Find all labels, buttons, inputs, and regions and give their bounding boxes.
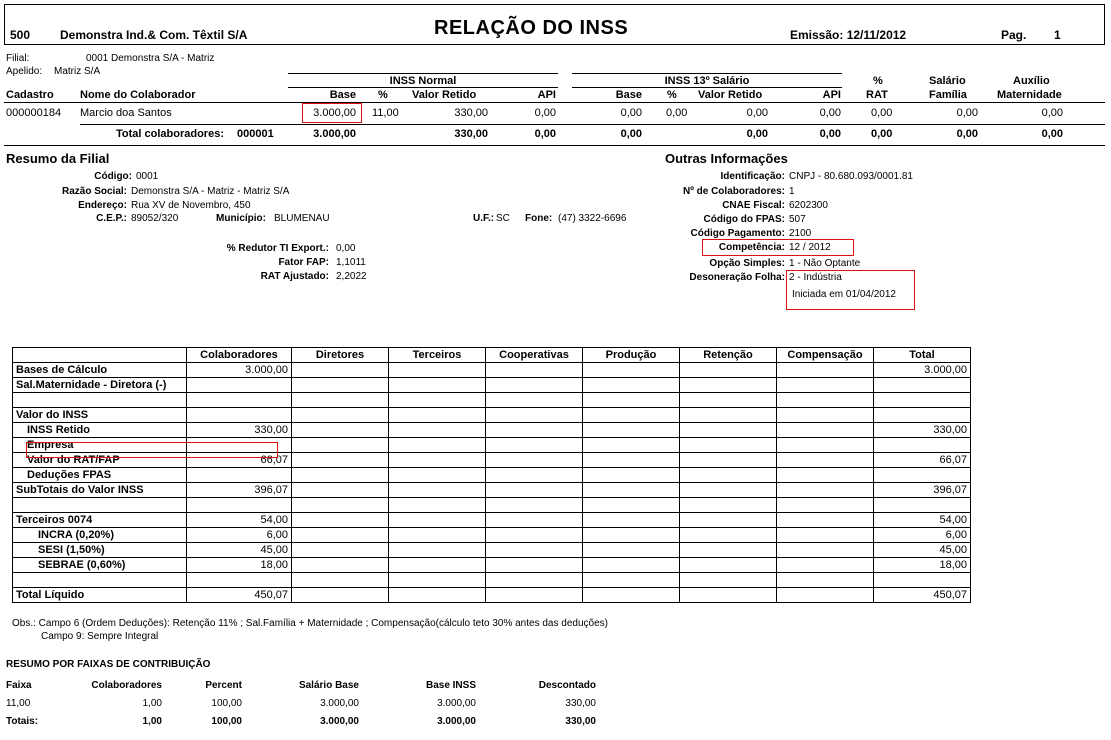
summary-row-label: Deduções FPAS	[13, 468, 187, 483]
summary-cell-total: 3.000,00	[874, 363, 971, 378]
apelido-label: Apelido:	[6, 66, 43, 77]
summary-row-label: Terceiros 0074	[13, 513, 187, 528]
summary-cell	[583, 498, 680, 513]
cnae-value: 6202300	[789, 200, 828, 211]
faixas-header: Salário Base	[298, 680, 359, 691]
uf-value: SC	[496, 213, 510, 224]
fpas-label: Código do FPAS:	[703, 214, 785, 225]
summary-row	[13, 363, 971, 378]
colab-label: Nº de Colaboradores:	[682, 186, 785, 197]
highlight-empresa	[26, 442, 278, 458]
totals-label: Total colaboradores:	[116, 128, 224, 140]
faixas-cell: 100,00	[211, 698, 242, 709]
summary-cell	[680, 423, 777, 438]
summary-cell	[583, 453, 680, 468]
emp-api: 0,00	[534, 107, 556, 119]
col-base-13: Base	[615, 89, 642, 101]
summary-cell	[389, 378, 486, 393]
col-maternidade: Maternidade	[997, 89, 1062, 101]
summary-cell	[680, 588, 777, 603]
faixas-total: 3.000,00	[320, 716, 359, 727]
summary-cell-colaboradores: 54,00	[187, 513, 292, 528]
company-code: 500	[10, 28, 31, 42]
faixas-header: Base INSS	[425, 680, 476, 691]
summary-cell	[292, 423, 389, 438]
summary-cell-total: 330,00	[874, 423, 971, 438]
summary-row	[13, 378, 971, 393]
summary-cell-total: 450,07	[874, 588, 971, 603]
rat-value: 2,2022	[336, 271, 367, 282]
summary-cell-total	[874, 393, 971, 408]
summary-col-header: Compensação	[777, 348, 874, 363]
colab-value: 1	[789, 186, 795, 197]
summary-cell	[486, 438, 583, 453]
fpas-value: 507	[789, 214, 806, 225]
summary-cell	[389, 393, 486, 408]
summary-cell	[389, 453, 486, 468]
summary-cell	[777, 483, 874, 498]
totals-familia: 0,00	[956, 128, 978, 140]
summary-col-header: Terceiros	[389, 348, 486, 363]
emp-api-13: 0,00	[819, 107, 841, 119]
summary-cell	[583, 438, 680, 453]
summary-cell-total	[874, 573, 971, 588]
col-auxilio-top: Auxílio	[1013, 75, 1050, 87]
faixas-cell: 11,00	[6, 698, 31, 709]
summary-cell	[680, 483, 777, 498]
summary-cell	[486, 393, 583, 408]
summary-row	[13, 423, 971, 438]
summary-cell	[777, 573, 874, 588]
highlight-desoneracao	[786, 270, 915, 310]
summary-cell	[777, 513, 874, 528]
summary-row-label	[13, 573, 187, 588]
col-pct-13: %	[667, 89, 677, 101]
page-label: Pag.	[1001, 28, 1027, 42]
redutor-label: % Redutor TI Export.:	[226, 243, 329, 254]
simples-label: Opção Simples:	[709, 258, 785, 269]
fone-label: Fone:	[525, 213, 553, 224]
summary-cell	[486, 513, 583, 528]
faixas-total: 330,00	[565, 716, 596, 727]
summary-cell-colaboradores	[187, 573, 292, 588]
totals-api-13: 0,00	[819, 128, 841, 140]
summary-cell	[389, 498, 486, 513]
totals-base: 3.000,00	[313, 128, 356, 140]
col-familia: Família	[929, 89, 967, 101]
totals-valor-retido-13: 0,00	[746, 128, 768, 140]
summary-cell-colaboradores	[187, 378, 292, 393]
summary-cell	[292, 453, 389, 468]
summary-cell	[486, 558, 583, 573]
summary-table	[12, 347, 971, 603]
summary-cell	[486, 423, 583, 438]
summary-col-header: Colaboradores	[187, 348, 292, 363]
summary-cell	[680, 528, 777, 543]
summary-cell	[583, 573, 680, 588]
summary-row	[13, 543, 971, 558]
summary-cell	[583, 513, 680, 528]
summary-cell	[292, 378, 389, 393]
summary-row-label: Valor do INSS	[13, 408, 187, 423]
col-valor-retido-13: Valor Retido	[698, 89, 763, 101]
summary-row	[13, 393, 971, 408]
summary-row	[13, 498, 971, 513]
summary-cell	[292, 363, 389, 378]
summary-cell	[777, 558, 874, 573]
summary-cell	[583, 528, 680, 543]
summary-cell-total	[874, 498, 971, 513]
summary-cell	[292, 438, 389, 453]
fone-value: (47) 3322-6696	[558, 213, 627, 224]
summary-body	[13, 363, 971, 603]
summary-cell-colaboradores: 396,07	[187, 483, 292, 498]
summary-cell	[486, 363, 583, 378]
summary-row	[13, 588, 971, 603]
summary-cell-colaboradores	[187, 393, 292, 408]
faixas-total: 1,00	[142, 716, 162, 727]
cep-value: 89052/320	[131, 213, 179, 224]
ident-label: Identificação:	[720, 171, 785, 182]
summary-cell	[389, 408, 486, 423]
header-underline	[4, 102, 1105, 103]
company-name: Demonstra Ind.& Com. Têxtil S/A	[60, 28, 248, 42]
resumo-title: Resumo da Filial	[6, 151, 110, 166]
faixas-cell: 1,00	[142, 698, 162, 709]
summary-cell	[777, 393, 874, 408]
summary-cell-total	[874, 408, 971, 423]
apelido-value: Matriz S/A	[54, 66, 101, 77]
municipio-value: BLUMENAU	[274, 213, 330, 224]
group-normal-title: INSS Normal	[389, 75, 457, 87]
summary-cell	[583, 558, 680, 573]
summary-cell	[583, 423, 680, 438]
obs-line-2: Campo 9: Sempre Integral	[41, 631, 159, 642]
summary-cell	[583, 483, 680, 498]
summary-cell	[583, 468, 680, 483]
summary-cell	[777, 588, 874, 603]
summary-cell	[486, 453, 583, 468]
summary-cell	[583, 363, 680, 378]
competencia-label: Competência:	[718, 242, 785, 253]
summary-col-header: Retenção	[680, 348, 777, 363]
totals-maternidade: 0,00	[1041, 128, 1063, 140]
faixas-header: Faixa	[6, 680, 32, 691]
summary-row-label: Empresa	[13, 438, 187, 453]
summary-cell	[292, 408, 389, 423]
summary-cell	[777, 453, 874, 468]
emp-base: 3.000,00	[313, 107, 356, 119]
summary-cell-colaboradores	[187, 408, 292, 423]
faixas-header: Colaboradores	[91, 680, 162, 691]
summary-cell-total: 45,00	[874, 543, 971, 558]
emp-valor-retido: 330,00	[454, 107, 488, 119]
summary-cell	[389, 573, 486, 588]
summary-cell	[680, 573, 777, 588]
totals-valor-retido: 330,00	[454, 128, 488, 140]
summary-cell	[486, 543, 583, 558]
summary-row-label: SEBRAE (0,60%)	[13, 558, 187, 573]
summary-cell	[486, 378, 583, 393]
summary-cell	[583, 393, 680, 408]
competencia-value: 12 / 2012	[789, 242, 831, 253]
razao-label: Razão Social:	[61, 186, 127, 197]
summary-row	[13, 558, 971, 573]
summary-cell	[292, 588, 389, 603]
summary-cell	[777, 378, 874, 393]
col-base: Base	[329, 89, 356, 101]
summary-cell-colaboradores	[187, 498, 292, 513]
group-normal-line	[288, 73, 558, 74]
summary-cell-total	[874, 438, 971, 453]
summary-cell	[680, 498, 777, 513]
summary-cell	[680, 378, 777, 393]
col-cadastro: Cadastro	[6, 89, 54, 101]
summary-cell	[389, 513, 486, 528]
emp-nome: Marcio doa Santos	[80, 107, 172, 119]
summary-cell	[777, 363, 874, 378]
outras-title: Outras Informações	[665, 151, 788, 166]
desoneracao-label: Desoneração Folha:	[689, 272, 785, 283]
group-13-title: INSS 13º Salário	[664, 75, 750, 87]
summary-cell	[292, 573, 389, 588]
summary-row-label: Valor do RAT/FAP	[13, 453, 187, 468]
summary-cell	[583, 378, 680, 393]
col-salario-top: Salário	[929, 75, 966, 87]
codigo-label: Código:	[94, 171, 132, 182]
simples-value: 1 - Não Optante	[789, 258, 861, 269]
summary-cell	[777, 498, 874, 513]
summary-cell-colaboradores: 450,07	[187, 588, 292, 603]
summary-cell	[777, 408, 874, 423]
summary-header-row	[13, 348, 971, 363]
summary-cell	[680, 468, 777, 483]
group-13-subline	[572, 87, 842, 88]
summary-cell	[680, 453, 777, 468]
summary-cell-total: 18,00	[874, 558, 971, 573]
summary-cell-colaboradores: 3.000,00	[187, 363, 292, 378]
summary-row	[13, 528, 971, 543]
summary-cell	[680, 393, 777, 408]
pagamento-label: Código Pagamento:	[690, 228, 785, 239]
emp-valor-retido-13: 0,00	[746, 107, 768, 119]
summary-cell-total	[874, 468, 971, 483]
group-normal-subline	[288, 87, 558, 88]
totals-count: 000001	[237, 128, 274, 140]
obs-line-1: Obs.: Campo 6 (Ordem Deduções): Retenção 11% ; Sal.Família + Maternidade ; Compensação(cálculo teto 30% antes das deduções)	[12, 618, 608, 629]
summary-cell	[292, 558, 389, 573]
summary-cell	[777, 543, 874, 558]
summary-cell	[389, 558, 486, 573]
cep-label: C.E.P.:	[96, 213, 127, 224]
summary-row-label: SESI (1,50%)	[13, 543, 187, 558]
summary-cell	[292, 498, 389, 513]
summary-row	[13, 468, 971, 483]
page-number: 1	[1054, 28, 1061, 42]
ident-value: CNPJ - 80.680.093/0001.81	[789, 171, 913, 182]
col-pct: %	[378, 89, 388, 101]
summary-cell	[486, 498, 583, 513]
faixas-header: Descontado	[538, 680, 596, 691]
col-api: API	[537, 89, 556, 101]
summary-cell	[680, 363, 777, 378]
summary-col-header: Total	[874, 348, 971, 363]
totals-api: 0,00	[534, 128, 556, 140]
summary-cell	[777, 528, 874, 543]
summary-cell	[389, 483, 486, 498]
summary-cell-total: 54,00	[874, 513, 971, 528]
emp-maternidade: 0,00	[1041, 107, 1063, 119]
summary-row	[13, 513, 971, 528]
summary-row-label: Sal.Maternidade - Diretora (-)	[13, 378, 187, 393]
emp-pct: 11,00	[372, 107, 399, 119]
summary-cell	[292, 468, 389, 483]
summary-row-label: INSS Retido	[13, 423, 187, 438]
summary-cell	[292, 483, 389, 498]
summary-cell-total: 6,00	[874, 528, 971, 543]
fap-value: 1,1011	[336, 257, 366, 268]
col-nome: Nome do Colaborador	[80, 89, 196, 101]
pagamento-value: 2100	[789, 228, 812, 239]
fap-label: Fator FAP:	[278, 257, 329, 268]
summary-cell	[486, 468, 583, 483]
filial-value: 0001 Demonstra S/A - Matriz	[86, 53, 215, 64]
summary-cell-colaboradores: 45,00	[187, 543, 292, 558]
summary-cell	[680, 408, 777, 423]
summary-cell	[486, 483, 583, 498]
summary-row-label	[13, 498, 187, 513]
emission-date: Emissão: 12/11/2012	[790, 28, 907, 42]
summary-cell	[486, 573, 583, 588]
summary-cell-total: 396,07	[874, 483, 971, 498]
summary-row-label: INCRA (0,20%)	[13, 528, 187, 543]
summary-cell	[292, 393, 389, 408]
uf-label: U.F.:	[473, 213, 495, 224]
faixas-total: 100,00	[211, 716, 242, 727]
summary-cell	[389, 438, 486, 453]
endereco-value: Rua XV de Novembro, 450	[131, 200, 251, 211]
summary-cell-colaboradores: 330,00	[187, 423, 292, 438]
report-title: RELAÇÃO DO INSS	[434, 17, 629, 39]
summary-cell	[680, 438, 777, 453]
summary-cell	[389, 363, 486, 378]
summary-cell	[680, 513, 777, 528]
summary-row-label	[13, 393, 187, 408]
faixas-title: RESUMO POR FAIXAS DE CONTRIBUIÇÃO	[6, 659, 211, 670]
col-rat: RAT	[866, 89, 888, 101]
faixas-cell: 330,00	[565, 698, 596, 709]
summary-row-label: Bases de Cálculo	[13, 363, 187, 378]
summary-row	[13, 483, 971, 498]
redutor-value: 0,00	[336, 243, 356, 254]
emp-familia: 0,00	[956, 107, 978, 119]
totals-base-13: 0,00	[620, 128, 642, 140]
summary-cell	[680, 543, 777, 558]
group-13-line	[572, 73, 842, 74]
col-pct-top: %	[873, 75, 883, 87]
highlight-competencia	[702, 239, 854, 256]
summary-cell-total: 66,07	[874, 453, 971, 468]
emp-cadastro: 000000184	[6, 107, 62, 119]
totals-line	[80, 124, 1105, 125]
summary-cell-total	[874, 378, 971, 393]
summary-cell	[292, 543, 389, 558]
municipio-label: Município:	[216, 213, 266, 224]
summary-cell	[486, 588, 583, 603]
summary-col-header: Diretores	[292, 348, 389, 363]
summary-col-header	[13, 348, 187, 363]
col-api-13: API	[822, 89, 841, 101]
totals-rat: 0,00	[871, 128, 893, 140]
desoneracao-value: 2 - Indústria	[789, 272, 842, 283]
summary-cell	[389, 543, 486, 558]
faixas-header: Percent	[205, 680, 242, 691]
summary-cell	[389, 528, 486, 543]
summary-cell	[777, 438, 874, 453]
faixas-cell: 3.000,00	[320, 698, 359, 709]
summary-row	[13, 408, 971, 423]
summary-cell	[292, 528, 389, 543]
summary-row	[13, 573, 971, 588]
emp-base-13: 0,00	[620, 107, 642, 119]
summary-cell	[389, 468, 486, 483]
summary-col-header: Produção	[583, 348, 680, 363]
summary-col-header: Cooperativas	[486, 348, 583, 363]
summary-cell	[486, 528, 583, 543]
summary-row-label: SubTotais do Valor INSS	[13, 483, 187, 498]
summary-cell-colaboradores: 18,00	[187, 558, 292, 573]
emp-pct-13: 0,00	[666, 107, 688, 119]
summary-cell-colaboradores: 66,07	[187, 453, 292, 468]
faixas-total: Totais:	[6, 716, 39, 727]
summary-cell	[777, 468, 874, 483]
summary-row-label: Total Líquido	[13, 588, 187, 603]
emp-rat: 0,00	[871, 107, 893, 119]
filial-label: Filial:	[6, 53, 30, 64]
summary-cell-colaboradores	[187, 468, 292, 483]
totals-underline	[4, 145, 1105, 146]
faixas-cell: 3.000,00	[437, 698, 476, 709]
summary-cell	[389, 588, 486, 603]
summary-cell	[583, 543, 680, 558]
summary-cell	[777, 423, 874, 438]
summary-cell	[583, 408, 680, 423]
summary-cell	[583, 588, 680, 603]
razao-value: Demonstra S/A - Matriz - Matriz S/A	[131, 186, 290, 197]
summary-cell	[292, 513, 389, 528]
faixas-total: 3.000,00	[437, 716, 476, 727]
summary-cell	[680, 558, 777, 573]
desoneracao-note: Iniciada em 01/04/2012	[792, 289, 896, 300]
col-valor-retido: Valor Retido	[412, 89, 477, 101]
summary-cell	[389, 423, 486, 438]
endereco-label: Endereço:	[78, 200, 127, 211]
rat-label: RAT Ajustado:	[260, 271, 329, 282]
summary-cell-colaboradores: 6,00	[187, 528, 292, 543]
highlight-base	[302, 103, 362, 123]
summary-cell	[486, 408, 583, 423]
cnae-label: CNAE Fiscal:	[722, 200, 785, 211]
codigo-value: 0001	[136, 171, 159, 182]
